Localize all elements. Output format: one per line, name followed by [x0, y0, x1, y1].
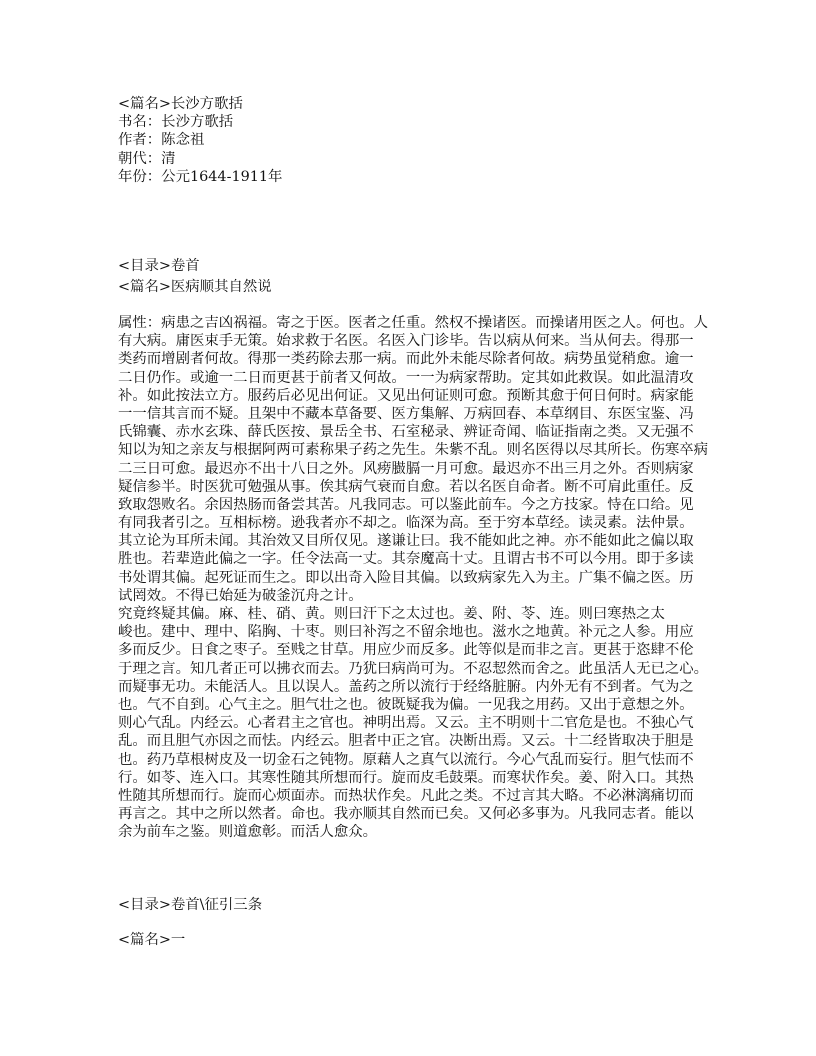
text-line: 胜也。若辈造此偏之一字。任令法高一丈。其奈魔高十丈。且谓古书不可以今用。即于多读	[118, 551, 694, 568]
text-line: 也。药乃草根树皮及一切金石之钝物。原藉人之真气以流行。今心气乱而妄行。胆气怯而不	[118, 751, 694, 768]
text-line: 其立论为耳所未闻。其治效又目所仅见。遂谦让曰。我不能如此之神。亦不能如此之偏以取	[118, 533, 694, 550]
toc-heading-2: <目录>卷首\征引三条	[118, 897, 263, 913]
text-line: 余为前车之鉴。则道愈彰。而活人愈众。	[118, 824, 378, 841]
text-line: 再言之。其中之所以然者。命也。我亦顺其自然而已矣。又何必多事为。凡我同志者。能以	[118, 806, 694, 823]
section-title-1: <篇名>医病顺其自然说	[118, 279, 272, 295]
years: 年份：公元1644-1911年	[118, 168, 283, 185]
text-line: 试罔效。不得已始延为破釜沉舟之计。	[118, 587, 363, 604]
toc-heading-1: <目录>卷首	[118, 258, 200, 274]
text-line: 而疑事无功。未能活人。且以误人。盖药之所以流行于经络脏腑。内外无有不到者。气为之	[118, 678, 694, 695]
text-line: 则心气乱。内经云。心者君主之官也。神明出焉。又云。主不明则十二官危是也。不独心气	[118, 715, 694, 732]
text-line: 二日仍作。或逾一二日而更甚于前者又何故。一一为病家帮助。定其如此救误。如此温清攻	[118, 369, 694, 386]
text-line: 峻也。建中、理中、陷胸、十枣。则曰补泻之不留余地也。滋水之地黄。补元之人参。用应	[118, 624, 694, 641]
text-line: 补。如此按法立方。服药后必见出何证。又见出何证则可愈。预断其愈于何日何时。病家能	[118, 387, 694, 404]
text-line: 一一信其言而不疑。且架中不藏本草备要、医方集解、万病回春、本草纲目、东医宝鉴、冯	[118, 405, 694, 422]
text-line: 致取怨败名。余因热肠而备尝其苦。凡我同志。可以鉴此前车。今之方技家。恃在口给。见	[118, 496, 694, 513]
text-line: 属性：病患之吉凶祸福。寄之于医。医者之任重。然权不操诸医。而操诸用医之人。何也。人	[118, 315, 709, 331]
text-line: 行。如苓、连入口。其寒性随其所想而行。旋而皮毛鼓栗。而寒状作矣。姜、附入口。其热	[118, 769, 694, 786]
book-name: 书名：长沙方歌括	[118, 114, 234, 131]
text-line: 乱。而且胆气亦因之而怯。内经云。胆者中正之官。决断出焉。又云。十二经皆取决于胆是	[118, 733, 694, 750]
text-line: 性随其所想而行。旋而心烦面赤。而热状作矣。凡此之类。不过言其大略。不必淋漓痛切而	[118, 787, 694, 804]
text-line: 也。气不自到。心气主之。胆气壮之也。彼既疑我为偏。一见我之用药。又出于意想之外。	[118, 696, 694, 713]
text-line: 知以为知之亲友与根据阿两可素称果子药之先生。朱紫不乱。则名医得以尽其所长。伤寒卒病	[118, 442, 709, 459]
dynasty: 朝代：清	[118, 150, 176, 167]
author: 作者：陈念祖	[118, 132, 205, 149]
text-line: 二三日可愈。最迟亦不出十八日之外。风痨臌膈一月可愈。最迟亦不出三月之外。否则病家	[118, 460, 694, 477]
text-line: 多而反少。日食之枣子。至贱之甘草。用应少而反多。此等似是而非之言。更甚于恣肆不伦	[118, 642, 694, 659]
section-title-2: <篇名>一	[118, 932, 186, 948]
text-line: 疑信参半。时医犹可勉强从事。俟其病气衰而自愈。若以名医自命者。断不可肩此重任。反	[118, 478, 694, 495]
text-line: 氏锦囊、赤水玄珠、薛氏医按、景岳全书、石室秘录、辨证奇闻、临证指南之类。又无强不	[118, 424, 694, 441]
text-line: 书处谓其偏。起死证而生之。即以出奇入险目其偏。以致病家先入为主。广集不偏之医。历	[118, 569, 694, 586]
text-line: 有同我者引之。互相标榜。逊我者亦不却之。临深为高。至于穷本草经。读灵素。法仲景。	[118, 515, 694, 532]
text-line: 类药而增剧者何故。得那一类药除去那一病。而此外未能尽除者何故。病势虽觉稍愈。逾一	[118, 351, 694, 368]
chapter-title: <篇名>长沙方歌括	[118, 96, 243, 112]
body-text	[118, 314, 708, 841]
text-line: 于理之言。知几者正可以拂衣而去。乃犹曰病尚可为。不忍恝然而舍之。此虽活人无已之心。	[118, 660, 709, 677]
text-line: 究竟终疑其偏。麻、桂、硝、黄。则曰汗下之太过也。姜、附、苓、连。则曰寒热之太	[118, 606, 665, 622]
book-metadata	[118, 95, 282, 186]
text-line: 有大病。庸医束手无策。始求救于名医。名医入门诊毕。告以病从何来。当从何去。得那一	[118, 333, 694, 350]
